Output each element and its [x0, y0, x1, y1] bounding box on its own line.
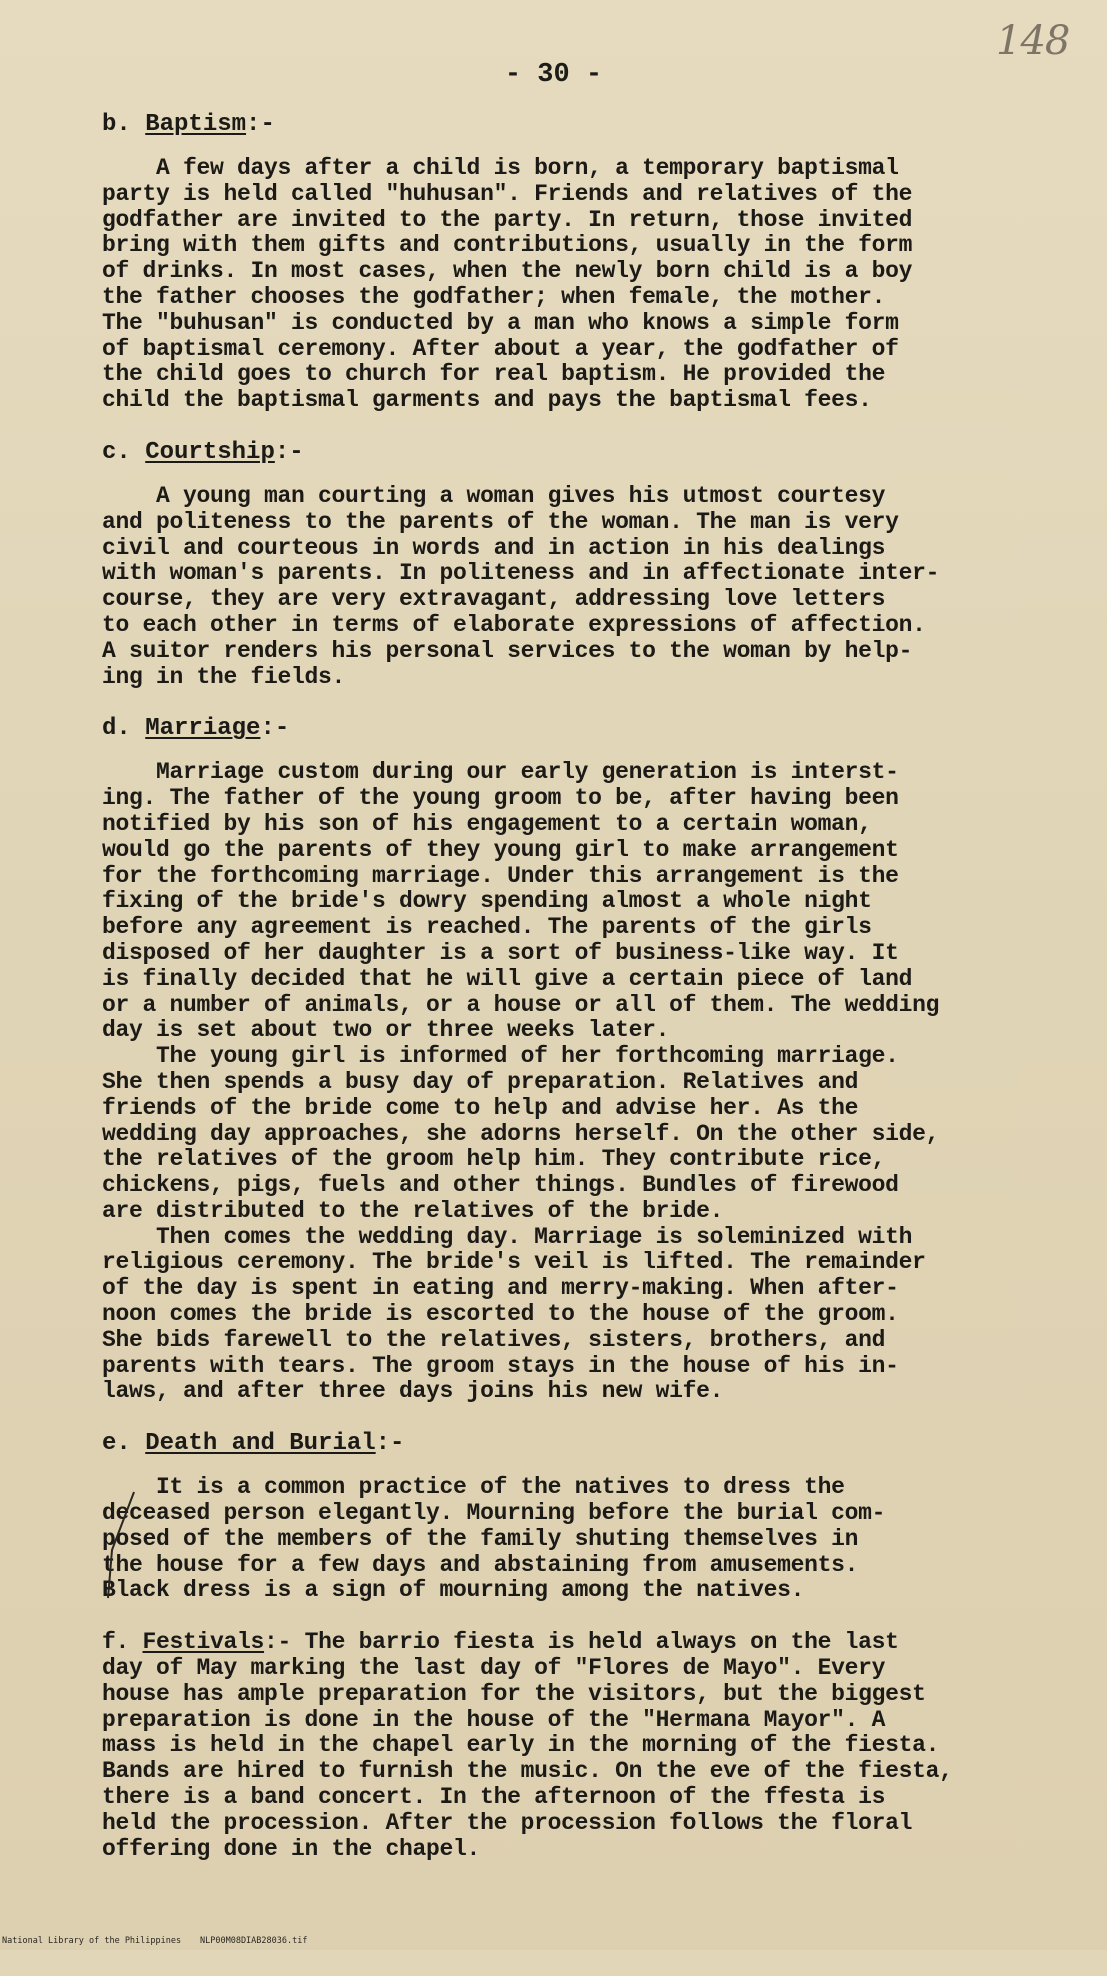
section-letter: b. — [102, 111, 146, 138]
section-suffix: :- — [260, 715, 290, 743]
section-heading — [102, 1630, 1072, 1656]
section-courtship — [102, 440, 1072, 690]
paragraph: A few days after a child is born, a temporary baptismal party is held called "huhusan". Friends and relatives of the godfather are invited to the party. In return, those invited bring with them gifts and contributions, usually in the form of drinks. In most cases, when the newly born child is a boy the father chooses the godfather; when female, the mother. The "buhusan" is conducted by a man who knows a simple form of baptismal ceremony. After about a year, the godfather of the child goes to church for real baptism. He provided the child the baptismal garments and pays the baptismal fees. — [102, 155, 913, 414]
document-body — [102, 112, 1072, 1882]
section-letter: e. — [102, 1430, 146, 1458]
paragraph: Then comes the wedding day. Marriage is soleminized with religious ceremony. The bride's veil is lifted. The remainder of the day is spent in eating and merry-making. When after- noon comes the bride is escorted to the house of the groom. She bids farewell to the relatives, sisters, brothers, and parents with tears. The groom stays in the house of his in- laws, and after three days joins his new wife. — [102, 1223, 926, 1405]
section-suffix: :- — [264, 1629, 292, 1656]
paragraph: A young man courting a woman gives his utmost courtesy and politeness to the parents of the woman. The man is very civil and courteous in words and in action in his dealings with woman's parents. In politeness and in affectionate inter- course, they are very extravagant, addressing love letters to each other in terms of elaborate expressions of affection. A suitor renders his personal services to the woman by help- ing in the fields. — [102, 482, 940, 690]
section-baptism — [102, 112, 1072, 414]
section-label: Festivals — [142, 1629, 265, 1656]
section-letter: d. — [102, 715, 146, 743]
paragraph: day of May marking the last day of "Flores de Mayo". Every house has ample preparation for the visitors, but the biggest preparation is done in the house of the "Hermana Mayor". A mass is held in the chapel early in the morning of the fiesta. Bands are hired to furnish the music. On the eve of the fiesta, there is a band concert. In the afternoon of the ffesta is held the procession. After the procession follows the floral offering done in the chapel. — [102, 1655, 953, 1862]
section-suffix: :- — [274, 438, 304, 466]
section-death-and-burial — [102, 1431, 1072, 1604]
footer — [0, 1936, 1107, 1950]
section-label: Courtship — [145, 438, 275, 466]
page-number: - 30 - — [504, 60, 603, 90]
section-label: Death and Burial — [145, 1430, 376, 1458]
folio-number: 148 — [996, 18, 1070, 64]
paragraph: The young girl is informed of her forthcoming marriage. She then spends a busy day of preparation. Relatives and friends of the bride come to help and advise her. As the wedding day approaches, she adorns herself. On the other side, the relatives of the groom help him. They contribute rice, chickens, pigs, fuels and other things. Bundles of firewood are distributed to the relatives of the bride. — [102, 1043, 940, 1224]
section-marriage — [102, 716, 1072, 1405]
section-festivals — [102, 1630, 1072, 1862]
section-heading — [102, 716, 1072, 742]
section-suffix: :- — [246, 111, 275, 138]
footer-filename: NLP00M08DIAB28036.tif — [200, 1936, 308, 1946]
section-suffix: :- — [375, 1430, 405, 1458]
section-heading — [102, 1431, 1072, 1457]
section-label: Marriage — [145, 715, 261, 743]
paragraph: It is a common practice of the natives to dress the deceased person elegantly. Mourning before the burial com- posed of the members of the family shuting themselves in the house for a few days and abstaining from amusements. Black dress is a sign of mourning among the natives. — [102, 1474, 886, 1604]
section-heading — [102, 440, 1072, 466]
paragraph: Marriage custom during our early generation is interst- ing. The father of the young groom to be, after having been notified by his son of his engagement to a certain woman, would go the parents of they young girl to make arrangement for the forthcoming marriage. Under this arrangement is the fixing of the bride's dowry spending almost a whole night before any agreement is reached. The parents of the girls disposed of her daughter is a sort of business-like way. It is finally decided that he will give a certain piece of land or a number of animals, or a house or all of them. The wedding day is set about two or three weeks later. — [102, 759, 940, 1044]
section-label: Baptism — [145, 111, 247, 138]
pencil-mark-icon — [104, 1490, 144, 1600]
section-letter: f. — [102, 1629, 143, 1656]
section-letter: c. — [102, 438, 146, 466]
footer-library: National Library of the Philippines — [2, 1936, 182, 1946]
first-line-text: The barrio fiesta is held always on the last — [291, 1629, 899, 1656]
section-heading — [102, 112, 1072, 138]
